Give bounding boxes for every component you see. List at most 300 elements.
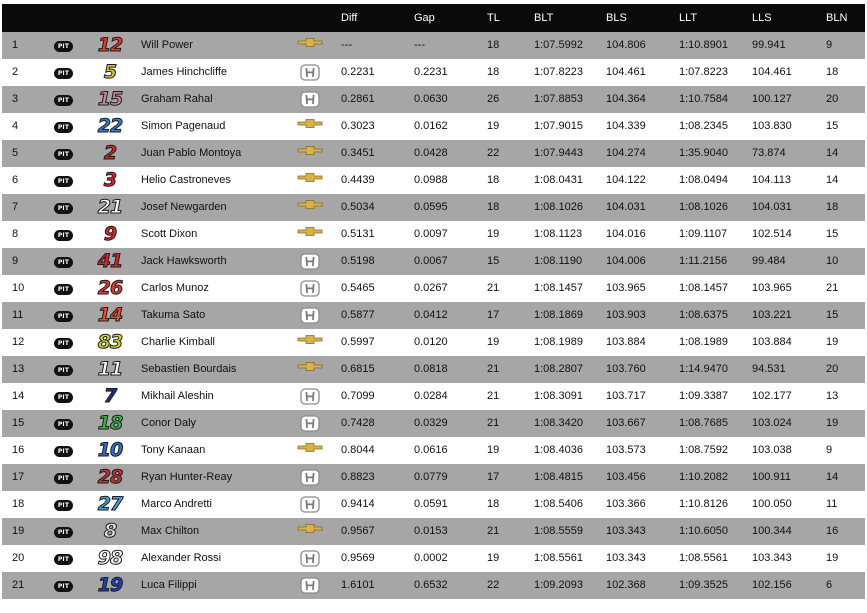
position: 6 — [12, 174, 19, 186]
honda-logo-icon — [294, 577, 326, 594]
position: 14 — [12, 390, 25, 402]
pit-badge-label: PIT — [54, 203, 73, 214]
best-lap-number-value: 9 — [826, 444, 833, 456]
gap-value: 0.0329 — [414, 417, 448, 429]
total-laps-value: 21 — [487, 363, 500, 375]
last-lap-time-value: 1:09.1107 — [679, 228, 728, 240]
gap-value: 0.0097 — [414, 228, 448, 240]
diff-value: 0.3023 — [341, 120, 375, 132]
last-lap-speed-value: 94.531 — [752, 363, 786, 375]
best-lap-number-value: 16 — [826, 525, 839, 537]
chevrolet-bowtie-icon — [294, 442, 326, 453]
best-lap-number-value: 15 — [826, 120, 839, 132]
total-laps-value: 21 — [487, 390, 500, 402]
pit-icon — [54, 201, 73, 214]
car-number — [94, 196, 126, 219]
car-number — [94, 439, 126, 462]
car-number — [94, 385, 126, 408]
table-row[interactable] — [2, 167, 865, 194]
diff-value: 0.7428 — [341, 417, 375, 429]
table-row[interactable] — [2, 545, 865, 572]
diff-value: 0.8823 — [341, 471, 375, 483]
best-lap-time-value: 1:08.1869 — [534, 309, 583, 321]
chevrolet-bowtie-icon — [294, 334, 326, 345]
car-number — [94, 88, 126, 111]
gap-value: 0.0779 — [414, 471, 448, 483]
pit-badge-label: PIT — [54, 149, 73, 160]
last-lap-speed-value: 102.177 — [752, 390, 792, 402]
best-lap-speed-value: 103.717 — [606, 390, 646, 402]
best-lap-time-value: 1:07.5992 — [534, 39, 583, 51]
position: 21 — [12, 579, 25, 591]
driver-name: Max Chilton — [141, 525, 200, 537]
car-number — [94, 412, 126, 435]
best-lap-number-value: 11 — [826, 498, 838, 510]
last-lap-time-value: 1:10.2082 — [679, 471, 728, 483]
diff-value: 0.3451 — [341, 147, 375, 159]
position: 2 — [12, 66, 19, 78]
position: 9 — [12, 255, 19, 267]
car-number-label: 41 — [97, 250, 123, 272]
driver-name: Charlie Kimball — [141, 336, 215, 348]
pit-icon — [54, 363, 73, 376]
pit-badge-label: PIT — [54, 311, 73, 322]
best-lap-number-value: 20 — [826, 93, 839, 105]
total-laps-value: 15 — [487, 255, 500, 267]
diff-value: 0.5877 — [341, 309, 375, 321]
position: 3 — [12, 93, 19, 105]
best-lap-speed-value: 104.461 — [606, 66, 646, 78]
car-number-label: 10 — [97, 439, 123, 461]
best-lap-speed-value: 103.884 — [606, 336, 646, 348]
pit-icon — [54, 309, 73, 322]
driver-name: Alexander Rossi — [141, 552, 222, 564]
car-number — [94, 520, 126, 543]
gap-value: 0.0428 — [414, 147, 448, 159]
pit-badge-label: PIT — [54, 581, 73, 592]
gap-value: 0.0162 — [414, 120, 448, 132]
header-lls[interactable]: LLS — [752, 12, 772, 24]
total-laps-value: 18 — [487, 66, 500, 78]
pit-icon — [54, 471, 73, 484]
position: 8 — [12, 228, 19, 240]
best-lap-speed-value: 103.573 — [606, 444, 646, 456]
position: 15 — [12, 417, 25, 429]
car-number-label: 12 — [97, 34, 123, 56]
best-lap-time-value: 1:08.5406 — [534, 498, 583, 510]
gap-value: 0.0988 — [414, 174, 448, 186]
last-lap-speed-value: 104.031 — [752, 201, 792, 213]
last-lap-time-value: 1:07.8223 — [679, 66, 728, 78]
header-blt[interactable]: BLT — [534, 12, 554, 24]
table-row[interactable] — [2, 356, 865, 383]
header-bls[interactable]: BLS — [606, 12, 627, 24]
pit-badge-label: PIT — [54, 554, 73, 565]
table-row[interactable] — [2, 302, 865, 329]
gap-value: 0.2231 — [414, 66, 448, 78]
gap-value: 0.0067 — [414, 255, 448, 267]
last-lap-time-value: 1:08.1457 — [679, 282, 728, 294]
last-lap-speed-value: 104.113 — [752, 174, 791, 186]
total-laps-value: 26 — [487, 93, 500, 105]
best-lap-number-value: 19 — [826, 552, 839, 564]
best-lap-speed-value: 103.760 — [606, 363, 646, 375]
car-number-label: 7 — [103, 385, 117, 407]
diff-value: 0.9567 — [341, 525, 375, 537]
pit-badge-label: PIT — [54, 176, 73, 187]
car-number — [94, 223, 126, 246]
table-row[interactable] — [2, 275, 865, 302]
total-laps-value: 19 — [487, 552, 500, 564]
last-lap-speed-value: 100.911 — [752, 471, 791, 483]
car-number — [94, 358, 126, 381]
best-lap-speed-value: 103.667 — [606, 417, 646, 429]
car-number-label: 98 — [97, 547, 123, 569]
last-lap-speed-value: 99.941 — [752, 39, 786, 51]
header-llt[interactable]: LLT — [679, 12, 698, 24]
total-laps-value: 17 — [487, 471, 500, 483]
pit-icon — [54, 525, 73, 538]
table-row[interactable] — [2, 59, 865, 86]
total-laps-value: 21 — [487, 282, 500, 294]
pit-icon — [54, 552, 73, 565]
table-row[interactable] — [2, 464, 865, 491]
diff-value: 0.5198 — [341, 255, 375, 267]
best-lap-speed-value: 104.364 — [606, 93, 646, 105]
best-lap-speed-value: 103.965 — [606, 282, 646, 294]
last-lap-time-value: 1:08.1989 — [679, 336, 728, 348]
diff-value: 0.9569 — [341, 552, 375, 564]
best-lap-number-value: 9 — [826, 39, 833, 51]
car-number-label: 26 — [97, 277, 123, 299]
pit-icon — [54, 417, 73, 430]
car-number-label: 22 — [97, 115, 123, 137]
pit-badge-label: PIT — [54, 392, 73, 403]
position: 12 — [12, 336, 25, 348]
best-lap-speed-value: 103.343 — [606, 525, 646, 537]
driver-name: Carlos Munoz — [141, 282, 209, 294]
best-lap-time-value: 1:07.9443 — [534, 147, 583, 159]
best-lap-time-value: 1:08.4036 — [534, 444, 583, 456]
best-lap-number-value: 15 — [826, 309, 839, 321]
diff-value: --- — [341, 39, 352, 51]
car-number — [94, 466, 126, 489]
diff-value: 1.6101 — [341, 579, 375, 591]
best-lap-speed-value: 104.006 — [606, 255, 646, 267]
best-lap-number-value: 6 — [826, 579, 833, 591]
table-row[interactable] — [2, 140, 865, 167]
car-number-label: 2 — [103, 142, 117, 164]
last-lap-speed-value: 100.344 — [752, 525, 792, 537]
last-lap-time-value: 1:08.7592 — [679, 444, 728, 456]
last-lap-time-value: 1:08.2345 — [679, 120, 728, 132]
best-lap-time-value: 1:07.9015 — [534, 120, 583, 132]
chevrolet-bowtie-icon — [294, 172, 326, 183]
diff-value: 0.2861 — [341, 93, 375, 105]
last-lap-speed-value: 102.514 — [752, 228, 792, 240]
table-row[interactable] — [2, 86, 865, 113]
pit-badge-label: PIT — [54, 338, 73, 349]
header-diff[interactable]: Diff — [341, 12, 358, 24]
car-number — [94, 142, 126, 165]
best-lap-number-value: 10 — [826, 255, 839, 267]
car-number — [94, 574, 126, 597]
driver-name: Helio Castroneves — [141, 174, 231, 186]
driver-name: Sebastien Bourdais — [141, 363, 237, 375]
last-lap-time-value: 1:14.9470 — [679, 363, 728, 375]
last-lap-speed-value: 103.024 — [752, 417, 792, 429]
honda-logo-icon — [294, 280, 326, 297]
best-lap-time-value: 1:07.8853 — [534, 93, 583, 105]
car-number — [94, 34, 126, 57]
best-lap-time-value: 1:08.1190 — [534, 255, 583, 267]
table-row[interactable] — [2, 572, 865, 599]
total-laps-value: 21 — [487, 525, 500, 537]
pit-badge-label: PIT — [54, 446, 73, 457]
car-number-label: 21 — [97, 196, 123, 218]
pit-icon — [54, 228, 73, 241]
table-row[interactable] — [2, 329, 865, 356]
header-tl[interactable]: TL — [487, 12, 500, 24]
pit-badge-label: PIT — [54, 284, 73, 295]
pit-icon — [54, 390, 73, 403]
last-lap-speed-value: 73.874 — [752, 147, 786, 159]
pit-badge-label: PIT — [54, 95, 73, 106]
total-laps-value: 22 — [487, 147, 500, 159]
last-lap-speed-value: 104.461 — [752, 66, 792, 78]
best-lap-speed-value: 104.806 — [606, 39, 646, 51]
diff-value: 0.7099 — [341, 390, 375, 402]
best-lap-speed-value: 104.274 — [606, 147, 646, 159]
diff-value: 0.6815 — [341, 363, 375, 375]
total-laps-value: 17 — [487, 309, 500, 321]
best-lap-number-value: 18 — [826, 201, 839, 213]
total-laps-value: 19 — [487, 444, 500, 456]
diff-value: 0.4439 — [341, 174, 375, 186]
last-lap-speed-value: 103.884 — [752, 336, 792, 348]
best-lap-speed-value: 104.339 — [606, 120, 646, 132]
driver-name: Takuma Sato — [141, 309, 206, 321]
driver-name: Juan Pablo Montoya — [141, 147, 242, 159]
position: 18 — [12, 498, 25, 510]
best-lap-time-value: 1:08.4815 — [534, 471, 583, 483]
last-lap-time-value: 1:10.8126 — [679, 498, 728, 510]
last-lap-speed-value: 103.038 — [752, 444, 792, 456]
best-lap-time-value: 1:09.2093 — [534, 579, 583, 591]
pit-icon — [54, 120, 73, 133]
driver-name: Mikhail Aleshin — [141, 390, 214, 402]
driver-name: Ryan Hunter-Reay — [141, 471, 233, 483]
gap-value: 0.0630 — [414, 93, 448, 105]
best-lap-speed-value: 104.031 — [606, 201, 646, 213]
table-row[interactable] — [2, 32, 865, 59]
pit-badge-label: PIT — [54, 365, 73, 376]
table-body — [2, 32, 865, 599]
driver-name: Conor Daly — [141, 417, 197, 429]
total-laps-value: 18 — [487, 201, 500, 213]
last-lap-time-value: 1:10.6050 — [679, 525, 728, 537]
table-row[interactable] — [2, 221, 865, 248]
driver-name: Josef Newgarden — [141, 201, 227, 213]
total-laps-value: 19 — [487, 336, 500, 348]
pit-badge-label: PIT — [54, 68, 73, 79]
pit-icon — [54, 147, 73, 160]
pit-badge-label: PIT — [54, 41, 73, 52]
gap-value: 0.0267 — [414, 282, 448, 294]
position: 10 — [12, 282, 25, 294]
car-number-label: 3 — [103, 169, 117, 191]
gap-value: 0.0153 — [414, 525, 448, 537]
car-number-label: 19 — [97, 574, 123, 596]
best-lap-number-value: 15 — [826, 228, 839, 240]
car-number — [94, 304, 126, 327]
last-lap-speed-value: 100.127 — [752, 93, 792, 105]
best-lap-time-value: 1:08.0431 — [534, 174, 583, 186]
table-row[interactable] — [2, 410, 865, 437]
timing-scoring-table — [2, 4, 865, 599]
gap-value: 0.0284 — [414, 390, 448, 402]
best-lap-time-value: 1:08.3091 — [534, 390, 583, 402]
gap-value: 0.0616 — [414, 444, 448, 456]
best-lap-number-value: 21 — [826, 282, 839, 294]
best-lap-time-value: 1:08.1123 — [534, 228, 583, 240]
chevrolet-bowtie-icon — [294, 523, 326, 534]
car-number — [94, 115, 126, 138]
chevrolet-bowtie-icon — [294, 145, 326, 156]
total-laps-value: 18 — [487, 498, 500, 510]
pit-badge-label: PIT — [54, 473, 73, 484]
last-lap-speed-value: 103.221 — [752, 309, 792, 321]
driver-name: Will Power — [141, 39, 193, 51]
best-lap-time-value: 1:08.1457 — [534, 282, 583, 294]
position: 19 — [12, 525, 25, 537]
pit-icon — [54, 579, 73, 592]
best-lap-speed-value: 103.343 — [606, 552, 646, 564]
best-lap-speed-value: 103.903 — [606, 309, 646, 321]
pit-icon — [54, 336, 73, 349]
car-number-label: 14 — [97, 304, 123, 326]
best-lap-speed-value: 104.122 — [606, 174, 646, 186]
best-lap-number-value: 18 — [826, 66, 839, 78]
best-lap-speed-value: 103.456 — [606, 471, 646, 483]
car-number-label: 8 — [103, 520, 117, 542]
table-row[interactable] — [2, 113, 865, 140]
best-lap-time-value: 1:08.3420 — [534, 417, 583, 429]
best-lap-speed-value: 102.368 — [606, 579, 646, 591]
table-row[interactable] — [2, 383, 865, 410]
best-lap-speed-value: 104.016 — [606, 228, 646, 240]
pit-badge-label: PIT — [54, 230, 73, 241]
car-number-label: 11 — [97, 358, 123, 380]
gap-value: 0.0120 — [414, 336, 448, 348]
pit-badge-label: PIT — [54, 257, 73, 268]
honda-logo-icon — [294, 550, 326, 567]
best-lap-time-value: 1:08.5559 — [534, 525, 583, 537]
position: 5 — [12, 147, 19, 159]
last-lap-time-value: 1:08.1026 — [679, 201, 728, 213]
pit-badge-label: PIT — [54, 419, 73, 430]
best-lap-time-value: 1:08.1026 — [534, 201, 583, 213]
diff-value: 0.5131 — [341, 228, 375, 240]
last-lap-time-value: 1:09.3525 — [679, 579, 728, 591]
table-row[interactable] — [2, 437, 865, 464]
pit-icon — [54, 255, 73, 268]
car-number — [94, 493, 126, 516]
chevrolet-bowtie-icon — [294, 199, 326, 210]
car-number-label: 83 — [97, 331, 123, 353]
last-lap-time-value: 1:35.9040 — [679, 147, 728, 159]
chevrolet-bowtie-icon — [294, 118, 326, 129]
last-lap-speed-value: 103.830 — [752, 120, 792, 132]
position: 7 — [12, 201, 19, 213]
header-gap[interactable]: Gap — [414, 12, 435, 24]
car-number-label: 5 — [103, 61, 117, 83]
last-lap-speed-value: 100.050 — [752, 498, 792, 510]
position: 11 — [12, 309, 24, 321]
car-number — [94, 250, 126, 273]
driver-name: Marco Andretti — [141, 498, 212, 510]
chevrolet-bowtie-icon — [294, 226, 326, 237]
driver-name: Graham Rahal — [141, 93, 213, 105]
car-number-label: 18 — [97, 412, 123, 434]
gap-value: 0.6532 — [414, 579, 448, 591]
gap-value: 0.0412 — [414, 309, 448, 321]
table-row[interactable] — [2, 248, 865, 275]
last-lap-speed-value: 103.343 — [752, 552, 792, 564]
car-number-label: 15 — [97, 88, 123, 110]
gap-value: 0.0002 — [414, 552, 448, 564]
best-lap-number-value: 14 — [826, 147, 839, 159]
position: 1 — [12, 39, 19, 51]
last-lap-time-value: 1:10.8901 — [679, 39, 728, 51]
last-lap-speed-value: 103.965 — [752, 282, 792, 294]
gap-value: --- — [414, 39, 425, 51]
table-header — [2, 4, 865, 32]
last-lap-time-value: 1:11.2156 — [679, 255, 728, 267]
pit-icon — [54, 66, 73, 79]
chevrolet-bowtie-icon — [294, 361, 326, 372]
car-number — [94, 331, 126, 354]
pit-badge-label: PIT — [54, 500, 73, 511]
gap-value: 0.0818 — [414, 363, 448, 375]
last-lap-time-value: 1:08.6375 — [679, 309, 728, 321]
pit-icon — [54, 174, 73, 187]
car-number — [94, 61, 126, 84]
table-row[interactable] — [2, 518, 865, 545]
best-lap-number-value: 13 — [826, 390, 839, 402]
pit-icon — [54, 444, 73, 457]
pit-badge-label: PIT — [54, 527, 73, 538]
honda-logo-icon — [294, 388, 326, 405]
driver-name: Tony Kanaan — [141, 444, 206, 456]
best-lap-time-value: 1:08.2807 — [534, 363, 583, 375]
best-lap-number-value: 14 — [826, 471, 839, 483]
header-bln[interactable]: BLN — [826, 12, 848, 24]
diff-value: 0.8044 — [341, 444, 375, 456]
table-row[interactable] — [2, 491, 865, 518]
position: 13 — [12, 363, 25, 375]
diff-value: 0.5465 — [341, 282, 375, 294]
driver-name: James Hinchcliffe — [141, 66, 227, 78]
car-number — [94, 169, 126, 192]
best-lap-number-value: 20 — [826, 363, 839, 375]
position: 20 — [12, 552, 25, 564]
driver-name: Scott Dixon — [141, 228, 198, 240]
car-number-label: 28 — [97, 466, 123, 488]
table-row[interactable] — [2, 194, 865, 221]
position: 17 — [12, 471, 25, 483]
last-lap-speed-value: 102.156 — [752, 579, 792, 591]
